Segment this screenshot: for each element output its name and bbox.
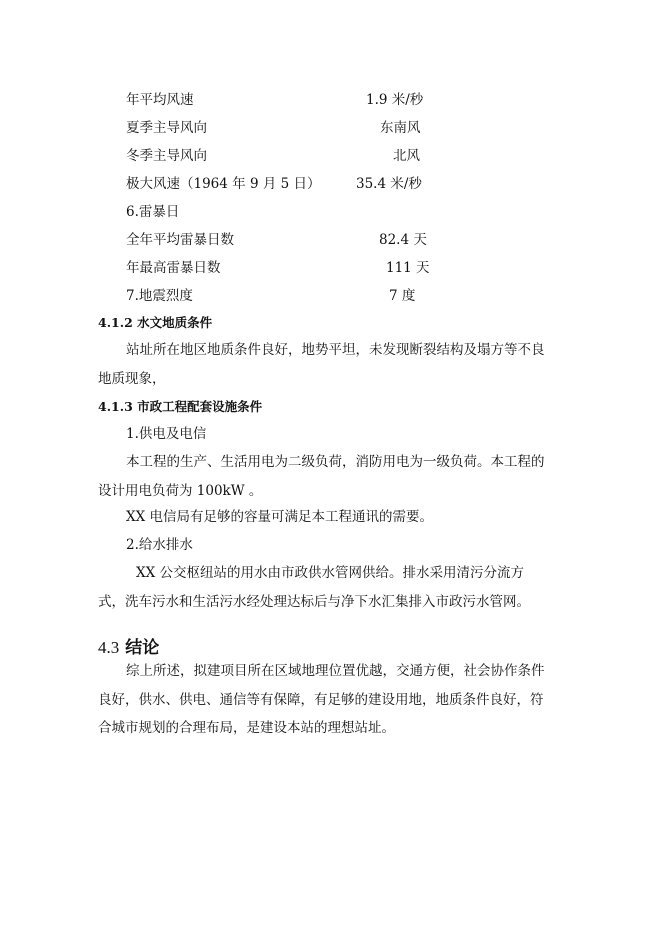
section-413-sub2-title: 2.给水排水 bbox=[126, 537, 193, 553]
climate-value-max-wind: 35.4 米/秒 bbox=[356, 176, 422, 192]
section-413-sub2-body: XX 公交枢纽站的用水由市政供水管网供给。排水采用清污分流方式，洗车污水和生活污水经处理达标后与净下水汇集排入市政污水管网。 bbox=[98, 565, 530, 610]
thunder-label-max: 年最高雷暴日数 bbox=[126, 260, 221, 276]
section-43-title: 结论 bbox=[125, 638, 160, 658]
thunder-value-max: 111 天 bbox=[386, 260, 430, 276]
section-413-sub1-title: 1.供电及电信 bbox=[126, 426, 207, 442]
thunder-label-annual-avg: 全年平均雷暴日数 bbox=[126, 232, 234, 248]
seismic-label: 7.地震烈度 bbox=[126, 288, 193, 304]
climate-value-annual-wind: 1.9 米/秒 bbox=[366, 92, 424, 108]
climate-label-summer-wind: 夏季主导风向 bbox=[126, 120, 207, 136]
climate-label-max-wind: 极大风速（1964 年 9 月 5 日） bbox=[126, 176, 321, 192]
section-43-body: 综上所述，拟建项目所在区域地理位置优越，交通方便，社会协作条件良好，供水、供电、通信等有保障，有足够的建设用地，地质条件良好，符合城市规划的合理布局，是建设本站的理想站址。 bbox=[98, 663, 545, 736]
section-412-heading: 4.1.2 水文地质条件 bbox=[98, 315, 213, 330]
section-43-number: 4.3 bbox=[98, 638, 120, 657]
section-413-sub1-body: 本工程的生产、生活用电为二级负荷，消防用电为一级负荷。本工程的设计用电负荷为 100kW 。 bbox=[98, 454, 545, 499]
seismic-value: 7 度 bbox=[389, 288, 416, 304]
section-412-body: 站址所在地区地质条件良好，地势平坦，未发现断裂结构及塌方等不良地质现象， bbox=[98, 342, 545, 387]
climate-label-annual-wind: 年平均风速 bbox=[126, 92, 194, 108]
section-413-sub1-body2: XX 电信局有足够的容量可满足本工程通讯的需要。 bbox=[126, 509, 434, 525]
thunder-value-annual-avg: 82.4 天 bbox=[379, 232, 427, 248]
thunder-title: 6.雷暴日 bbox=[126, 204, 180, 220]
climate-label-winter-wind: 冬季主导风向 bbox=[126, 148, 207, 164]
section-43-heading bbox=[98, 637, 159, 659]
climate-value-winter-wind: 北风 bbox=[393, 148, 420, 164]
climate-value-summer-wind: 东南风 bbox=[380, 120, 421, 136]
section-413-heading: 4.1.3 市政工程配套设施条件 bbox=[98, 399, 263, 414]
